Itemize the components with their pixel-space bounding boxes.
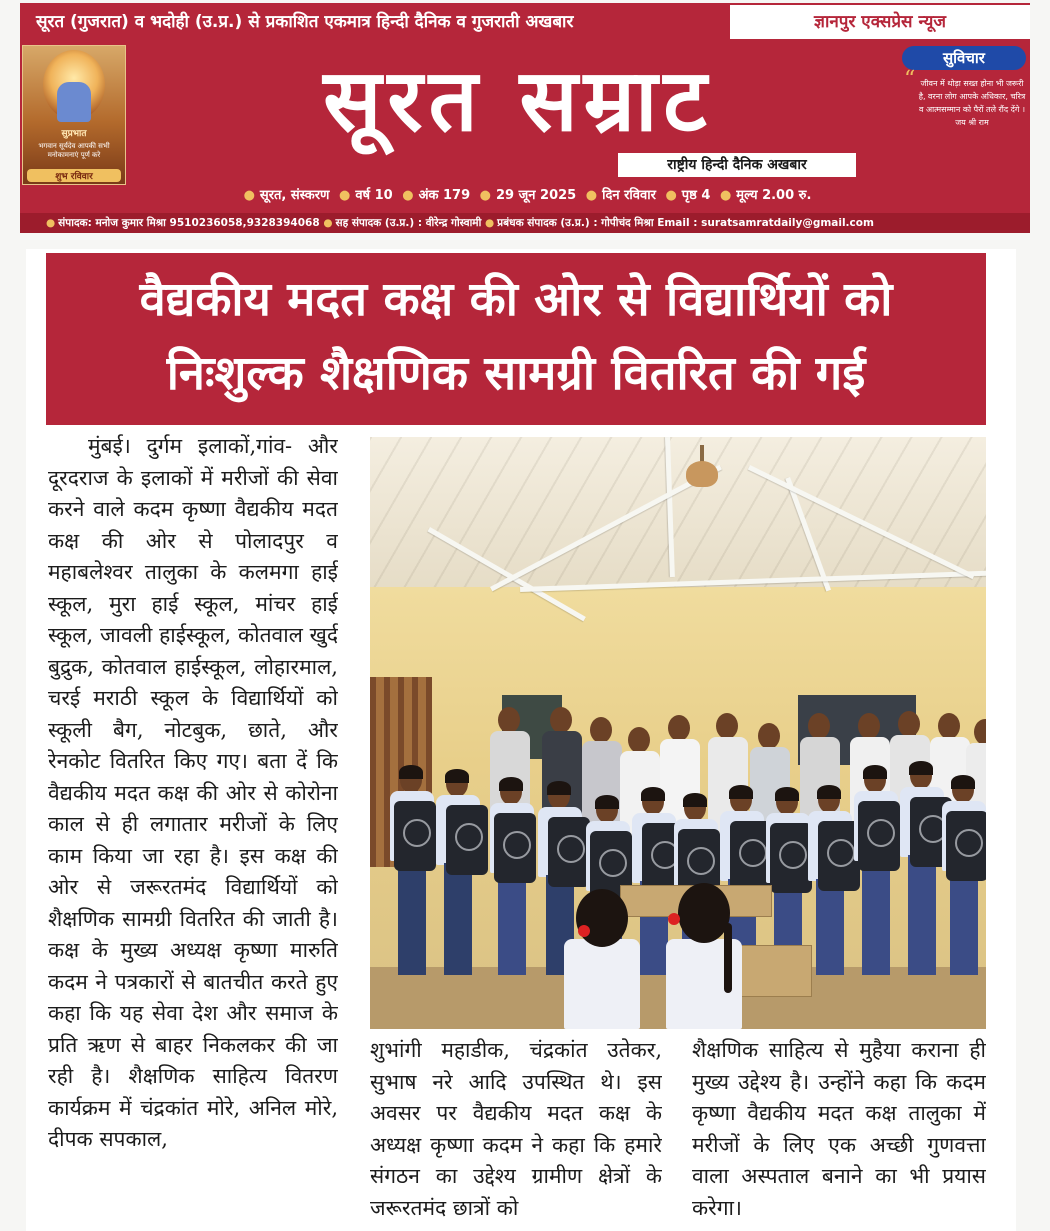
issue-date: 29 जून 2025 [496, 188, 577, 203]
greeting-day: शुभ रविवार [27, 169, 121, 182]
news-clipping [26, 249, 1016, 1231]
issue-number: अंक 179 [418, 188, 471, 203]
managing-editor-info: प्रबंधक संपादक (उ.प्र.) : गोपीचंद मिश्रा Email : suratsamratdaily@gmail.com [497, 217, 874, 229]
issue-page: पृष्ठ 4 [681, 188, 711, 203]
thought-label: सुविचार [902, 46, 1026, 70]
headline-line-2: निःशुल्क शैक्षणिक सामग्री वितरित की गई [166, 346, 866, 401]
article-headline [46, 253, 986, 425]
greeting-title: सुप्रभात [61, 129, 87, 139]
issue-edition: सूरत, संस्करण [259, 188, 330, 203]
masthead [20, 3, 1030, 233]
quote-icon: “ [904, 67, 916, 92]
co-editor-info: सह संपादक (उ.प्र.) : वीरेन्द्र गोस्वामी [335, 217, 482, 229]
ceiling-fan [682, 445, 722, 489]
article-column-right: शैक्षणिक साहित्य से मुहैया कराना ही मुख्य उद्देश्य है। उन्होंने कहा कि कदम कृष्णा वैद्यकीय मदत कक्ष तालुका में मरीजों के लिए एक अच्छी गुणवत्ता वाला अस्पताल बनाने का भी प्रयास करेगा। [692, 1038, 986, 1220]
article-column-left: मुंबई। दुर्गम इलाकों,गांव- और दूरदराज के इलाकों में मरीजों की सेवा करने वाले कदम कृष्णा वैद्यकीय मदत कक्ष की ओर से पोलादपुर व महाबलेश्वर तालुका के कलमगा हाई स्कूल, मुरा हाई स्कूल, मांचर हाई स्कूल, जावली हाईस्कूल, कोतवाल खुर्द बुद्रुक, कोतवाल हाईस्कूल, लोहारमाल, चरई मराठी स्कूल के विद्यार्थियों को स्कूली बैग, नोटबुक, छाते, और रेनकोट वितरित किए गए। बता दें कि वैद्यकीय मदत कक्ष की ओर से कोरोना काल से ही लगातार मरीजों के लिए काम किया जा रहा है। इस कक्ष की ओर से जरूरतमंद विद्यार्थियों को शैक्षणिक सामग्री वितरित की जाती है। कक्ष के मुख्य अध्यक्ष कृष्णा मारुति कदम ने पत्रकारों से बातचीत करते हुए कहा कि यह सेवा देश और समाज के प्रति ऋण से बाहर निकलकर की जा रही है। शैक्षणिक साहित्य वितरण कार्यक्रम में चंद्रकांत मोरे, अनिल मोरे, दीपक सपकाल, [48, 434, 338, 1151]
article-column-middle: शुभांगी महाडीक, चंद्रकांत उतेकर, सुभाष नरे आदि उपस्थित थे। इस अवसर पर वैद्यकीय मदत कक्ष के अध्यक्ष कृष्णा कदम ने कहा कि हमारे संगठन का उद्देश्य ग्रामीण क्षेत्रों के जरूरतमंद छात्रों को [370, 1038, 662, 1220]
issue-day: दिन रविवार [602, 188, 656, 203]
issue-info: ● सूरत, संस्करण ● वर्ष 10 ● अंक 179 ● 29 जून 2025 ● दिन रविवार ● पृष्ठ 4 ● मूल्य 2.00 रु. [243, 188, 812, 203]
sister-brand-label: ज्ञानपुर एक्सप्रेस न्यूज [730, 5, 1030, 39]
issue-price: मूल्य 2.00 रु. [736, 188, 812, 203]
headline-line-1: वैद्यकीय मदत कक्ष की ओर से विद्यार्थियों को [139, 272, 893, 327]
deity-figure [57, 82, 91, 122]
publication-strip: सूरत (गुजरात) व भदोही (उ.प्र.) से प्रकाशित एकमात्र हिन्दी दैनिक व गुजराती अखबार [36, 12, 574, 32]
event-photo [370, 437, 986, 1029]
student-front [658, 883, 750, 1029]
staff-line: ● संपादक: मनोज कुमार मिश्रा 9510236058,9328394068 ● सह संपादक (उ.प्र.) : वीरेन्द्र गोस्वामी ● प्रबंधक संपादक (उ.प्र.) : गोपीचंद मिश्रा Email : suratsamratdaily@gmail.com [20, 213, 1030, 233]
issue-year: वर्ष 10 [355, 188, 393, 203]
thought-text: जीवन में थोड़ा सख्त होना भी जरूरी है, वरना लोग आपके अधिकार, चरित्र व आत्मसम्मान को पैरों तले रौंद देंगे । जय श्री राम [918, 79, 1026, 127]
greeting-text: भगवान सूर्यदेव आपकी सभी मनोकामनाएं पूर्ण करे [38, 142, 110, 159]
newspaper-logo: सूरत सम्राट [323, 51, 713, 151]
student-front [556, 889, 648, 1029]
newspaper-tagline: राष्ट्रीय हिन्दी दैनिक अखबार [618, 153, 856, 177]
greeting-card [22, 45, 126, 185]
editor-info: संपादक: मनोज कुमार मिश्रा 9510236058,9328394068 [58, 217, 320, 229]
